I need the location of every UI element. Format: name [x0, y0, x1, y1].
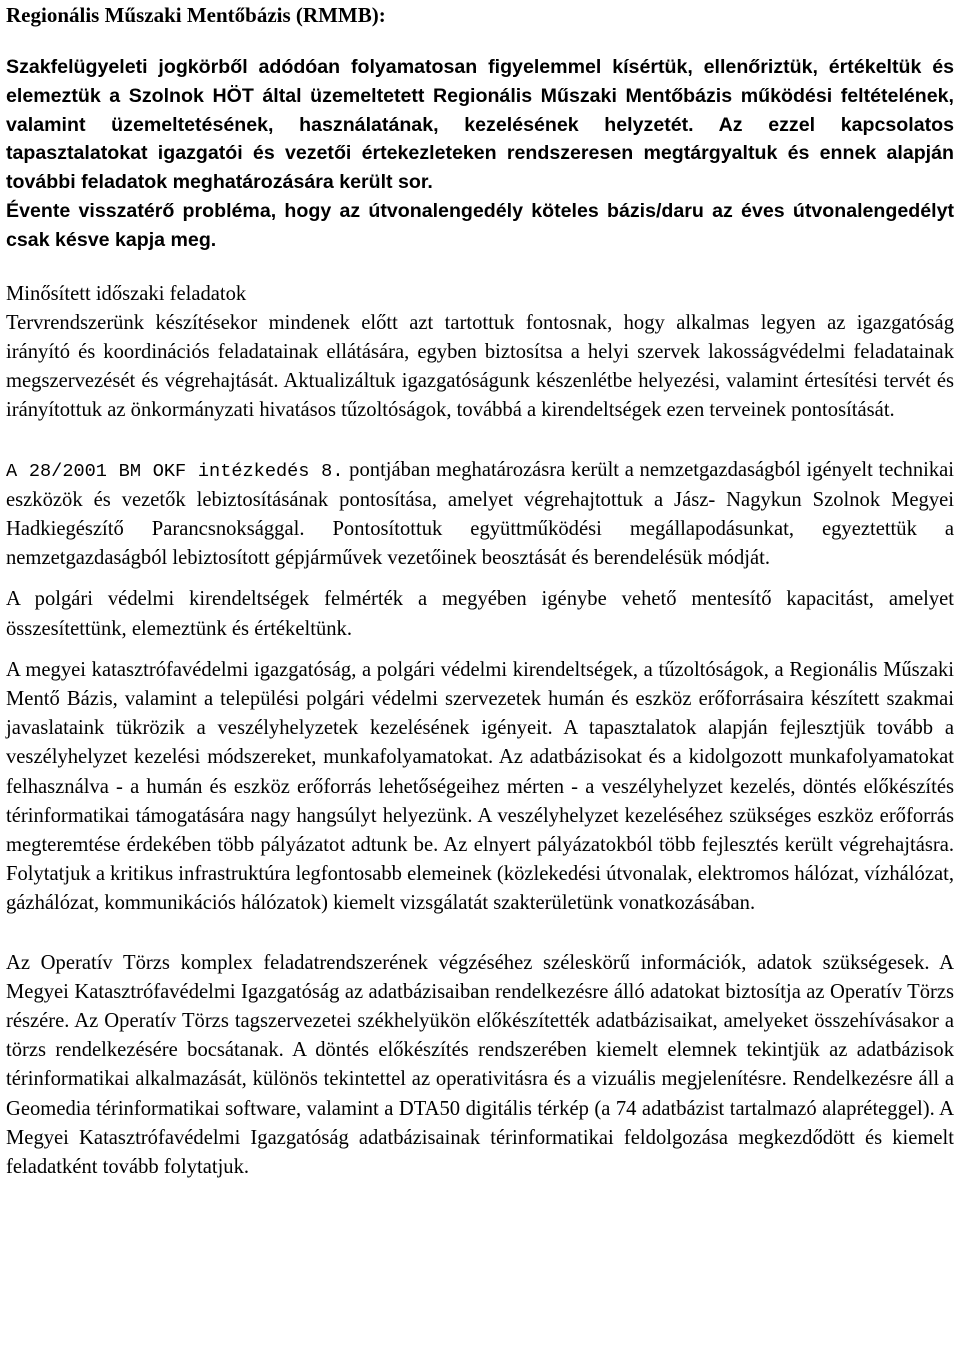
rmmb-paragraph-2: Évente visszatérő probléma, hogy az útvonalengedély köteles bázis/daru az éves útvonalengedélyt csak késve kapja meg.: [6, 199, 954, 251]
section-heading-rmmb: Regionális Műszaki Mentőbázis (RMMB):: [6, 3, 386, 27]
document-page: [6, 0, 954, 1182]
body-paragraph-2-text: pontjában meghatározásra került a nemzetgazdaságból igényelt technikai eszközök és vezetők lebiztosításának pontosítása, amelyet végrehajtottuk a Jász- Nagykun Szolnok Megyei Hadkiegészítő Parancsnoksággal. Pontosítottuk együttműködési megállapodásunkat, egyeztettük a nemzetgazdaságból lebiztosított gépjárművek vezetőinek beosztását és berendelésük módját.: [6, 458, 954, 570]
body-paragraph-1: Tervrendszerünk készítésekor mindenek előtt azt tartottuk fontosnak, hogy alkalmas legyen az igazgatóság irányító és koordinációs feladatainak ellátására, egyben biztosítsa a helyi szervek lakosságvédelmi feladatainak megszervezését és végrehajtását. Aktualizáltuk igazgatóságunk készenlétbe helyezési, valamint értesítési tervét és irányítottuk az önkormányzati hivatásos tűzoltóságok, továbbá a kirendeltségek ezen terveinek pontosítását.: [6, 311, 954, 422]
body-paragraph-2: [6, 456, 954, 574]
body-paragraph-4: A megyei katasztrófavédelmi igazgatóság, a polgári védelmi kirendeltségek, a tűzoltóságok, a Regionális Műszaki Mentő Bázis, valamint a települési polgári védelmi szervezetek humán és eszköz erőforrásaira készített szakmai javaslataink tükrözik a veszélyhelyzetek kezelésének igényeit. A tapasztalatok alapján fejlesztjük tovább a veszélyhelyzet kezelési módszereket, munkafolyamatokat. Az adatbázisokat és a kidolgozott munkafolyamatokat felhasználva - a humán és eszköz erőforrás lehetőségeihez mérten - a veszélyhelyzet kezelés, döntés előkészítés térinformatikai támogatására nagy hangsúlyt helyezünk. A veszélyhelyzet kezeléséhez szükséges eszköz erőforrás megteremtése érdekében több pályázatot adtunk be. Az elnyert pályázatokból több fejlesztés került végrehajtásra. Folytatjuk a kritikus infrastruktúra legfontosabb elemeinek (közlekedési útvonalak, elektromos hálózat, vízhálózat, gázhálózat, kommunikációs hálózatok) kiemelt vizsgálatát szakterületünk vonatkozásában.: [6, 658, 954, 915]
body-paragraph-3: A polgári védelmi kirendeltségek felmérték a megyében igénybe vehető mentesítő kapacitást, amelyet összesítettünk, elemeztünk és értékeltünk.: [6, 588, 954, 640]
directive-reference: A 28/2001 BM OKF intézkedés 8.: [6, 460, 344, 482]
rmmb-paragraph-1: Szakfelügyeleti jogkörből adódóan folyamatosan figyelemmel kísértük, ellenőriztük, értékeltük és elemeztük a Szolnok HÖT által üzemeltetett Regionális Műszaki Mentőbázis működési feltételének, valamint üzemeltetésének, használatának, kezelésének helyzetét. Az ezzel kapcsolatos tapasztalatokat igazgatói és vezetői értekezleteken rendszeresen megtárgyaltuk és ennek alapján további feladatok meghatározására került sor.: [6, 56, 954, 194]
section-title-minositett: Minősített időszaki feladatok: [6, 282, 247, 305]
body-paragraph-5: Az Operatív Törzs komplex feladatrendszerének végzéséhez széleskörű információk, adatok szükségesek. A Megyei Katasztrófavédelmi Igazgatóság az adatbázisaiban rendelkezésre álló adatokat biztosítja az Operatív Törzs részére. Az Operatív Törzs tagszervezetei székhelyükön előkészítették adatbázisaikat, amelyeket összehívásakor a törzs rendelkezésére bocsátanak. A döntés előkészítés rendszerében kiemelt elemnek tekintjük az adatbázisok térinformatikai alkalmazását, különös tekintettel az operativitásra és a vizuális megjelenítésre. Rendelkezésre áll a Geomedia térinformatikai software, valamint a DTA50 digitális térkép (a 74 adatbázist tartalmazó alapréteggel). A Megyei Katasztrófavédelmi Igazgatóság adatbázisainak térinformatikai feldolgozása megkezdődött és kiemelt feladatként tovább folytatjuk.: [6, 951, 954, 1179]
